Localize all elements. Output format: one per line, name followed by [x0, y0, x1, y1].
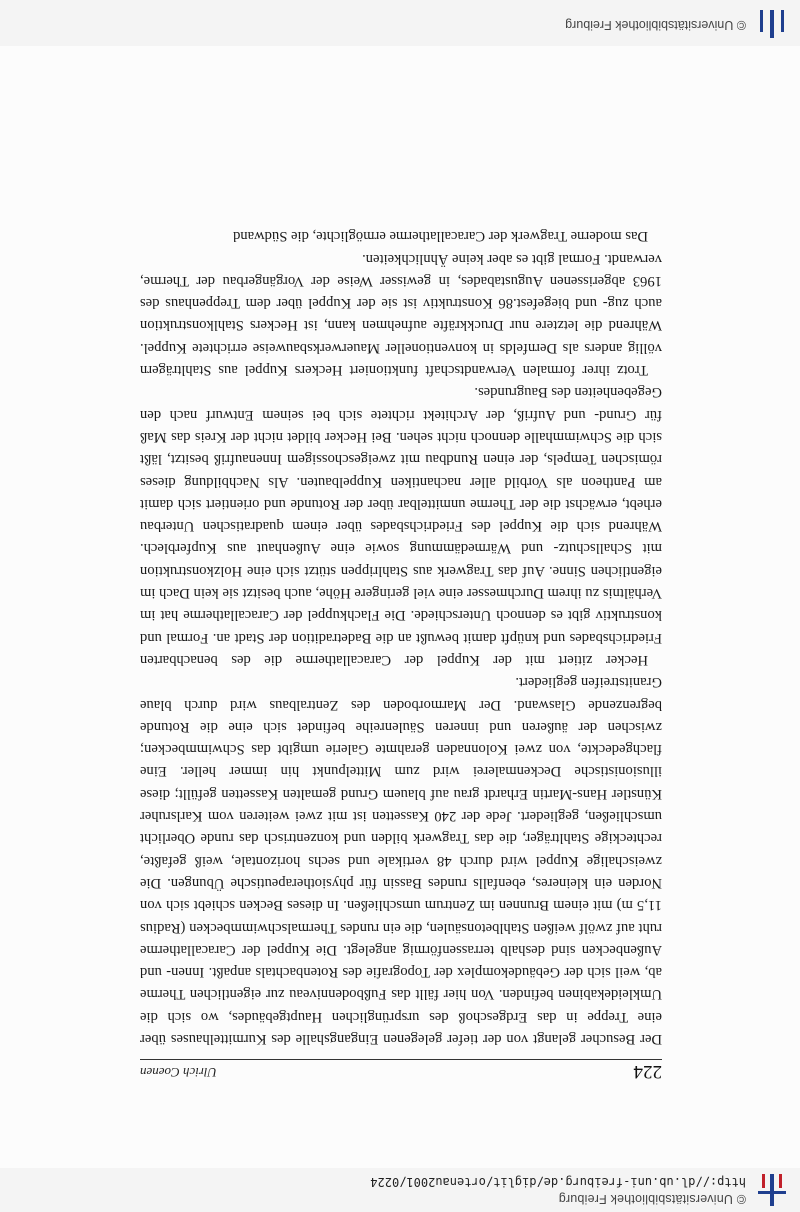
paragraph: Trotz ihrer formalen Verwandtschaft funktioniert Heckers Kuppel aus Stahlträgern völlig anders als Dernfelds in konventioneller Mauerwerksbauweise errichtete Kuppel. Während die letztere nur Druckkräfte aufnehmen kann, ist Heckers Stahlkonstruktion auch zug- und biegefest.86 Konstruktiv ist sie der Kuppel über dem Treppenhaus des 1963 abgerissenen Augustabades, in gewisser Weise der Vorgängerbau der Therme, verwandt. Formal gibt es aber keine Ähnlichkeiten.: [140, 250, 662, 379]
body-text: [140, 225, 662, 1050]
scanned-page: [0, 46, 800, 1168]
copyright-notice: © Universitätsbibliothek Freiburg: [558, 1192, 746, 1206]
running-head-author: Ulrich Coenen: [140, 1065, 217, 1080]
browser-footer: [0, 0, 800, 46]
document-url-link[interactable]: http://dl.ub.uni-freiburg.de/diglit/ortenau2001/0224: [370, 1175, 746, 1189]
browser-header: [0, 1167, 800, 1212]
page-number: 224: [633, 1061, 662, 1082]
university-logo-icon: [752, 1174, 792, 1206]
paragraph: Hecker zitiert mit der Kuppel der Caracallatherme die des benachbarten Friedrichsbades und knüpft damit bewußt an die Badetradition der Stadt an. Formal und konstruktiv gibt es dennoch Unterschiede. Die Flachkuppel der Caracallatherme hat im Verhältnis zu ihrem Durchmesser eine viel geringere Höhe, auch besitzt sie kein Dach im eigentlichen Sinne. Auf das Tragwerk aus Stahlrippen stützt sich eine Holzkonstruktion mit Schallschutz- und Wärmedämmung sowie eine Außenhaut aus Kupferblech. Während sich die Kuppel des Friedrichsbades über einem quadratischen Unterbau erhebt, erwächst die der Therme unmittelbar über der Rotunde und orientiert sich damit am Pantheon als Vorbild aller nachantiken Kuppelbauten. Als Nachbildung dieses römischen Tempels, der einen Rundbau mit zweigeschossigem Innenaufriß besitzt, läßt sich die Schwimmhalle dennoch nicht sehen. Bei Hecker bildet nicht der Kreis das Maß für Grund- und Aufriß, der Architekt richtete sich bei seinem Entwurf nach den Gegebenheiten des Baugrundes.: [140, 384, 662, 668]
footer-copyright-notice: © Universitätsbibliothek Freiburg: [565, 18, 746, 32]
university-logo-icon: [752, 10, 792, 38]
paragraph: Der Besucher gelangt von der tiefer gelegenen Eingangshalle des Kurmittelhauses über eine Treppe in das Erdgeschoß des ursprünglichen Hauptgebäudes, wo sich die Umkleidekabinen befinden. Von hier fällt das Fußbodenniveau zur eigentlichen Therme ab, weil sich der Gebäudekomplex der Topografie des Rotenbachtals anpaßt. Innen- und Außenbecken sind deshalb terrassenförmig angelegt. Die Kuppel der Caracallatherme ruht auf zwölf weißen Stahlbetonsäulen, die ein rundes Thermalschwimmbecken (Radius 11,5 m) mit einem Brunnen im Zentrum umschließen. In dieses Becken schiebt sich von Norden ein kleineres, ebenfalls rundes Bassin für physiotherapeutische Übungen. Die zweischalige Kuppel wird durch 48 vertikale und sechs horizontale, weiß gefaßte, rechteckige Stahlträger, die das Tragwerk bilden und konzentrisch das runde Oberlicht umschließen, gegliedert. Jede der 240 Kassetten ist mit zwei weiteren vom Karlsruher Künstler Hans-Martin Erhardt grau auf blauem Grund gemalten Kassetten gefüllt; diese illusionistische Deckenmalerei wird zum Mittelpunkt hin immer heller. Eine flachgedeckte, von zwei Kolonnaden gerahmte Galerie umgibt das Schwimmbecken; zwischen der äußeren und inneren Säulenreihe befindet sich eine die Rotunde begrenzende Glaswand. Der Marmorboden des Zentralbaus wird durch blaue Granitstreifen gegliedert.: [140, 674, 662, 1047]
paragraph: Das moderne Tragwerk der Caracallatherme ermöglichte, die Südwand: [233, 228, 648, 245]
running-head: [140, 1059, 662, 1082]
